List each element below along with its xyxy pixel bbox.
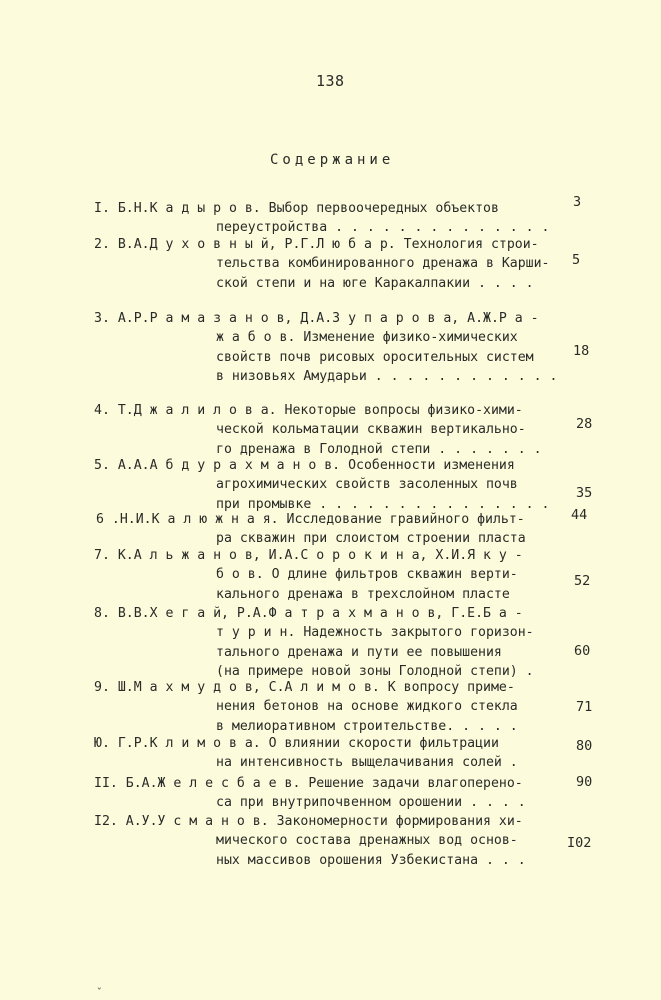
toc-entry-line: 2. В.А.Д у х о в н ы й, Р.Г.Л ю б а р. Технология строи- <box>94 237 539 252</box>
toc-page-number: 5 <box>572 252 581 269</box>
toc-page-number: 90 <box>576 774 593 790</box>
toc-entry-continuation: (на примере новой зоны Голодной степи) . <box>216 663 534 679</box>
toc-page-number: 52 <box>574 573 591 590</box>
toc-entry-continuation: нения бетонов на основе жидкого стекла <box>216 699 518 715</box>
toc-entry-continuation: на интенсивность выщелачивания солей . <box>216 755 518 771</box>
toc-entry-continuation: в низовьях Амударьи . . . . . . . . . . . . <box>216 368 558 384</box>
toc-entry-line: 4. Т.Д ж а л и л о в а. Некоторые вопросы физико-хими- <box>94 403 523 418</box>
toc-entry-continuation: го дренажа в Голодной степи . . . . . . . <box>216 441 542 457</box>
toc-entry-line: II. Б.А.Ж е л е с б а е в. Решение задачи влагоперено- <box>94 776 523 791</box>
toc-entry-line: 6 .Н.И.К а л ю ж н а я. Исследование гравийного фильт- <box>96 512 525 527</box>
toc-page-number: I02 <box>567 835 592 852</box>
toc-page-number: 80 <box>576 738 593 754</box>
toc-entry-continuation: при промывке . . . . . . . . . . . . . . . <box>216 496 550 512</box>
toc-page-number: 71 <box>576 699 593 716</box>
toc-entry-line: 3. А.Р.Р а м а з а н о в, Д.А.З у п а р о в а, А.Ж.Р а - <box>94 311 539 326</box>
toc-entry-continuation: б о в. О длине фильтров скважин верти- <box>216 567 518 583</box>
toc-entry-continuation: в мелиоративном строительстве. . . . . <box>216 718 518 734</box>
toc-entry-continuation: ской степи и на юге Каракалпакии . . . . <box>216 275 534 291</box>
toc-heading: Содержание <box>270 152 395 168</box>
toc-entry-line: I. Б.Н.К а д ы р о в. Выбор первоочередных объектов <box>94 201 499 216</box>
toc-entry-line: I2. А.У.У с м а н о в. Закономерности формирования хи- <box>94 814 523 829</box>
toc-entry-continuation: ра скважин при слоистом строении пласта <box>216 531 526 547</box>
toc-entry-line: 5. А.А.А б д у р а х м а н о в. Особенности изменения <box>94 458 515 473</box>
toc-page-number: 3 <box>573 194 582 210</box>
margin-mark: ˇ <box>96 986 103 999</box>
toc-entry-continuation: тельства комбинированного дренажа в Карши- <box>216 256 550 272</box>
toc-page-number: 35 <box>576 485 593 502</box>
toc-entry-continuation: ж а б о в. Изменение физико-химических <box>216 330 518 346</box>
toc-entry-continuation: ных массивов орошения Узбекистана . . . <box>216 852 526 868</box>
toc-entry-continuation: мического состава дренажных вод основ- <box>216 833 518 849</box>
toc-entry-continuation: тального дренажа и пути ее повышения <box>216 644 502 660</box>
toc-entry-continuation: свойств почв рисовых оросительных систем <box>216 349 534 365</box>
toc-page-number: 44 <box>571 507 588 523</box>
toc-entry-continuation: са при внутрипочвенном орошении . . . . <box>216 795 526 811</box>
toc-entry-line: Ю. Г.Р.К л и м о в а. О влиянии скорости фильтрации <box>94 736 499 751</box>
toc-page-number: 28 <box>576 416 593 433</box>
page-number: 138 <box>316 72 345 90</box>
toc-entry-continuation: переустройства . . . . . . . . . . . . . . <box>216 220 550 236</box>
toc-entry-continuation: т у р и н. Надежность закрытого горизон- <box>216 625 534 641</box>
toc-entry-continuation: агрохимических свойств засоленных почв <box>216 477 518 493</box>
toc-page-number: 18 <box>573 342 590 359</box>
toc-entry-line: 8. В.В.Х е г а й, Р.А.Ф а т р а х м а н о в, Г.Е.Б а - <box>94 606 523 621</box>
toc-entry-line: 9. Ш.М а х м у д о в, С.А л и м о в. К вопросу приме- <box>94 680 515 695</box>
toc-entry-continuation: кального дренажа в трехслойном пласте <box>216 586 510 602</box>
toc-entry-continuation: ческой кольматации скважин вертикально- <box>216 422 526 438</box>
toc-entry-line: 7. К.А л ь ж а н о в, И.А.С о р о к и н а, Х.И.Я к у - <box>94 548 523 563</box>
toc-page-number: 60 <box>574 642 591 659</box>
